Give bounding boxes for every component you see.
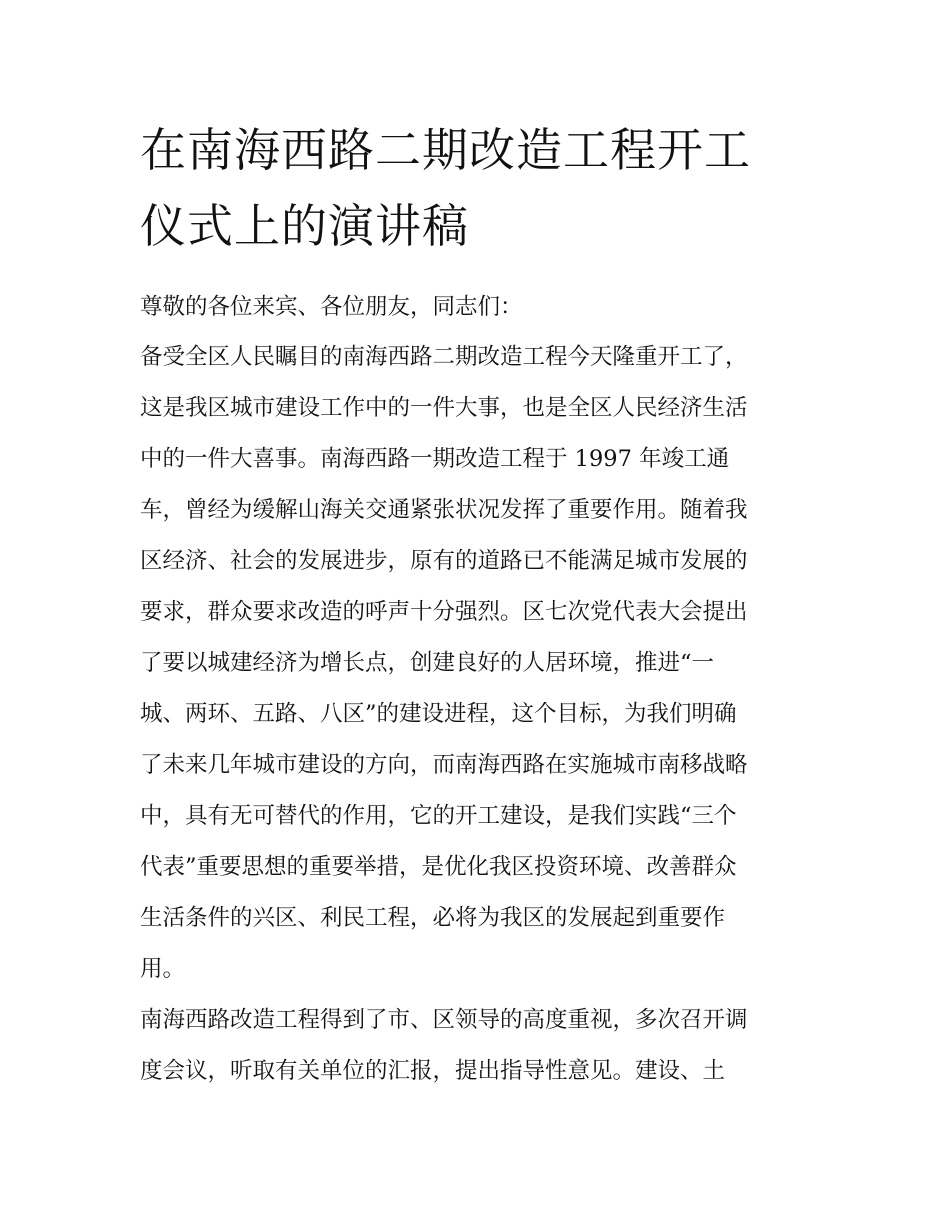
text-line: 中，具有无可替代的作用，它的开工建设，是我们实践“三个: [140, 803, 737, 829]
text-line: 用。: [140, 956, 186, 982]
paragraph-2: [140, 995, 812, 1097]
document-title: [140, 112, 812, 264]
document-page: [140, 112, 812, 1097]
text-line: 了未来几年城市建设的方向，而南海西路在实施城市南移战略: [140, 752, 748, 778]
text-line: 车，曾经为缓解山海关交通紧张状况发挥了重要作用。随着我: [140, 497, 748, 523]
text-line: 代表”重要思想的重要举措，是优化我区投资环境、改善群众: [140, 854, 737, 880]
text-line: 要求，群众要求改造的呼声十分强烈。区七次党代表大会提出: [140, 599, 748, 625]
text-line: 了要以城建经济为增长点，创建良好的人居环境，推进“一: [140, 650, 715, 676]
salutation: 尊敬的各位来宾、各位朋友，同志们：: [140, 294, 523, 320]
text-line: 备受全区人民瞩目的南海西路二期改造工程今天隆重开工了，: [140, 344, 748, 370]
title-line: 仪式上的演讲稿: [140, 199, 469, 253]
text-line: 城、两环、五路、八区”的建设进程，这个目标，为我们明确: [140, 701, 737, 727]
text-line: 生活条件的兴区、利民工程，必将为我区的发展起到重要作: [140, 905, 726, 931]
text-line: 南海西路改造工程得到了市、区领导的高度重视，多次召开调: [140, 1007, 748, 1033]
title-line: 在南海西路二期改造工程开工: [140, 123, 751, 177]
text-line: 中的一件大喜事。南海西路一期改造工程于 1997 年竣工通: [140, 446, 730, 472]
text-line: 区经济、社会的发展进步，原有的道路已不能满足城市发展的: [140, 548, 748, 574]
text-line: 这是我区城市建设工作中的一件大事，也是全区人民经济生活: [140, 395, 748, 421]
paragraph-1: [140, 332, 812, 995]
text-line: 度会议，听取有关单位的汇报，提出指导性意见。建设、土: [140, 1058, 726, 1084]
